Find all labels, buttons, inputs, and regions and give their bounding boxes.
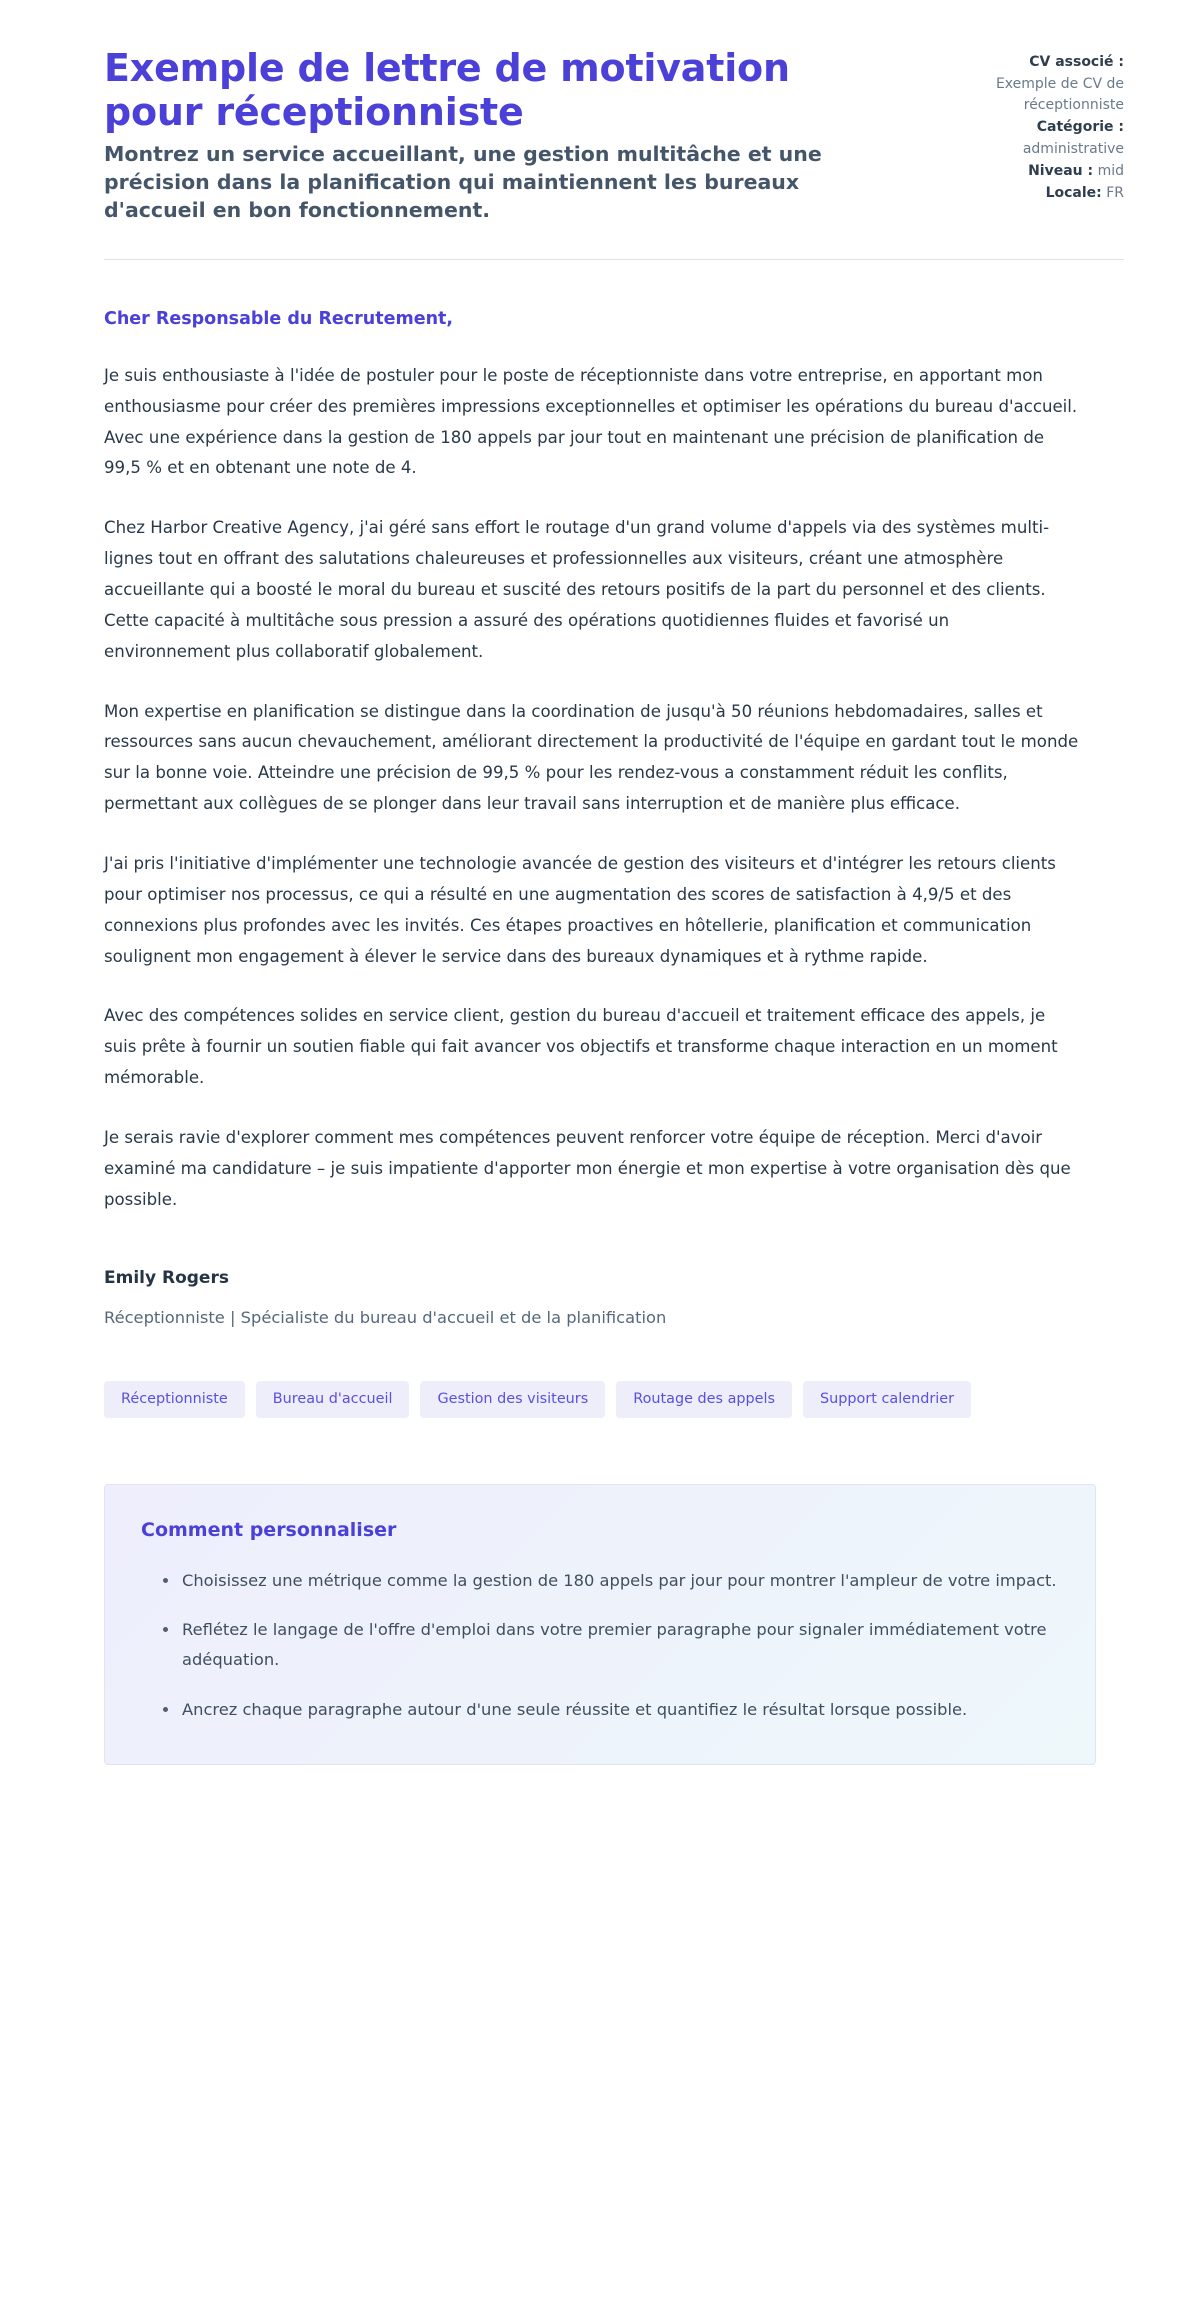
callout-tip-list [141, 1566, 1059, 1725]
header-title-block [104, 46, 894, 225]
callout-tip-item: Ancrez chaque paragraphe autour d'une seule réussite et quantifiez le résultat lorsque possible. [163, 1695, 1059, 1725]
header-divider [104, 259, 1124, 260]
tag-list [0, 1381, 1200, 1418]
letter-salutation: Cher Responsable du Recrutement, [104, 308, 454, 329]
letter-body [0, 306, 1200, 1216]
letter-paragraph: Avec des compétences solides en service client, gestion du bureau d'accueil et traitement efficace des appels, je suis prête à fournir un soutien fiable qui fait avancer vos objectifs et transforme chaque interaction en un moment mémorable. [104, 1006, 1058, 1088]
tag-chip[interactable]: Bureau d'accueil [256, 1381, 410, 1418]
letter-paragraph: J'ai pris l'initiative d'implémenter une technologie avancée de gestion des visiteurs et d'intégrer les retours clients pour optimiser nos processus, ce qui a résulté en une augmentation des scores de satisfaction à 4,9/5 et des connexions plus profondes avec les invités. Ces étapes proactives en hôtellerie, planification et communication soulignent mon engagement à élever le service dans des bureaux dynamiques et à rythme rapide. [104, 853, 1056, 966]
meta-row-locale [959, 183, 1124, 204]
meta-label-category: Catégorie : [1036, 119, 1124, 135]
meta-value-category-row [959, 139, 1124, 160]
meta-row-level [959, 161, 1124, 182]
meta-value-category: administrative [1022, 141, 1124, 157]
tag-chip[interactable]: Réceptionniste [104, 1381, 245, 1418]
callout-tip-item: Choisissez une métrique comme la gestion de 180 appels par jour pour montrer l'ampleur de votre impact. [163, 1566, 1059, 1596]
tag-chip[interactable]: Support calendrier [803, 1381, 971, 1418]
meta-label-locale: Locale: [1045, 185, 1102, 201]
tag-chip[interactable]: Routage des appels [616, 1381, 792, 1418]
callout-title: Comment personnaliser [141, 1519, 397, 1542]
meta-row-cv [959, 52, 1124, 73]
meta-label-level: Niveau : [1028, 163, 1094, 179]
letter-paragraph: Mon expertise en planification se distingue dans la coordination de jusqu'à 50 réunions hebdomadaires, salles et ressources sans aucun chevauchement, améliorant directement la productivité de l'équipe en gardant tout le monde sur la bonne voie. Atteindre une précision de 99,5 % pour les rendez-vous a constamment réduit les conflits, permettant aux collègues de se plonger dans leur travail sans interruption et de manière plus efficace. [104, 701, 1079, 814]
customize-callout [104, 1484, 1096, 1765]
document-metadata [959, 46, 1124, 205]
letter-paragraph: Chez Harbor Creative Agency, j'ai géré sans effort le routage d'un grand volume d'appels via des systèmes multi-lignes tout en offrant des salutations chaleureuses et professionnelles aux visiteurs, créant une atmosphère accueillante qui a boosté le moral du bureau et suscité des retours positifs de la part du personnel et des clients. Cette capacité à multitâche sous pression a assuré des opérations quotidiennes fluides et favorisé un environnement plus collaboratif globalement. [104, 518, 1050, 661]
letter-paragraph: Je serais ravie d'explorer comment mes compétences peuvent renforcer votre équipe de réception. Merci d'avoir examiné ma candidature – je suis impatiente d'apporter mon énergie et mon expertise à votre organisation dès que possible. [104, 1127, 1071, 1209]
meta-value-cv-row [959, 74, 1124, 116]
meta-value-locale: FR [1106, 185, 1124, 201]
signature-role: Réceptionniste | Spécialiste du bureau d'accueil et de la planification [104, 1307, 667, 1327]
page-title: Exemple de lettre de motivation pour réceptionniste [104, 46, 790, 135]
meta-row-category [959, 117, 1124, 138]
page-header [0, 0, 1200, 225]
tag-chip[interactable]: Gestion des visiteurs [420, 1381, 605, 1418]
callout-tip-item: Reflétez le langage de l'offre d'emploi dans votre premier paragraphe pour signaler immédiatement votre adéquation. [163, 1615, 1059, 1674]
letter-paragraph: Je suis enthousiaste à l'idée de postuler pour le poste de réceptionniste dans votre entreprise, en apportant mon enthousiasme pour créer des premières impressions exceptionnelles et optimiser les opérations du bureau d'accueil. Avec une expérience dans la gestion de 180 appels par jour tout en maintenant une précision de planification de 99,5 % et en obtenant une note de 4. [104, 365, 1078, 478]
page-subtitle: Montrez un service accueillant, une gestion multitâche et une précision dans la planification qui maintiennent les bureaux d'accueil en bon fonctionnement. [104, 141, 822, 222]
meta-label-cv: CV associé : [1029, 54, 1124, 70]
signature-block [0, 1265, 1200, 1331]
signature-name: Emily Rogers [104, 1267, 229, 1288]
meta-value-level: mid [1097, 163, 1124, 179]
page-bottom-spacer [0, 1765, 1200, 1853]
meta-value-cv: Exemple de CV de réceptionniste [995, 76, 1124, 113]
